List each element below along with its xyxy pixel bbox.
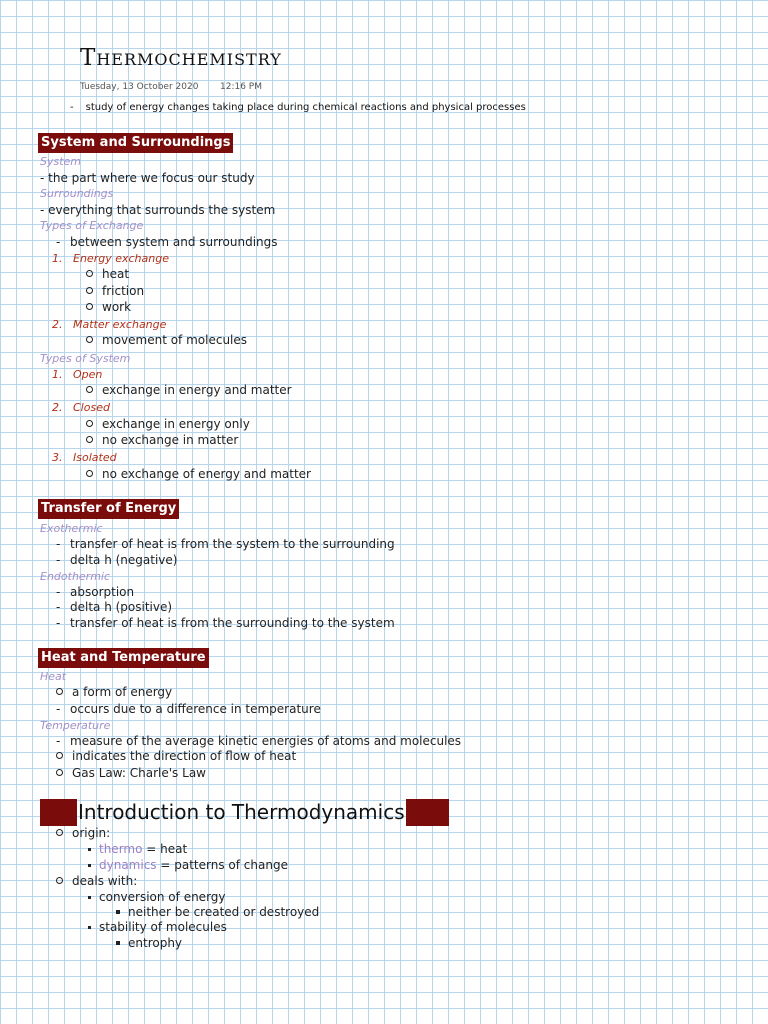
heading-heat-temperature: Heat and Temperature	[38, 648, 209, 668]
list-item: indicates the direction of flow of heat	[56, 749, 296, 763]
label-exothermic: Exothermic	[40, 522, 103, 535]
surroundings-definition: - everything that surrounds the system	[40, 203, 276, 217]
bullet-circle-icon	[86, 303, 93, 310]
list-item: - measure of the average kinetic energies of atoms and molecules	[56, 734, 462, 748]
bullet-circle-icon	[56, 688, 63, 695]
numbered-open: 1. Open	[52, 368, 103, 381]
bullet-square-icon	[88, 896, 91, 899]
bullet-circle-icon	[56, 829, 63, 836]
list-item: - delta h (negative)	[56, 553, 178, 567]
label-heat: Heat	[40, 670, 67, 683]
list-item: - occurs due to a difference in temperature	[56, 702, 321, 716]
label-surroundings: Surroundings	[40, 187, 114, 200]
label-endothermic: Endothermic	[40, 570, 111, 583]
intro-line: - study of energy changes taking place during chemical reactions and physical processes	[70, 102, 526, 113]
page-title: Thermochemistry	[80, 45, 282, 71]
bullet-square-icon	[88, 926, 91, 929]
numbered-matter-exchange: 2. Matter exchange	[52, 318, 167, 331]
heading-block-left	[40, 799, 77, 826]
heading-intro-thermodynamics: Introduction to Thermodynamics	[40, 799, 449, 826]
intro-text: study of energy changes taking place during chemical reactions and physical processes	[85, 102, 526, 113]
label-system: System	[40, 155, 82, 168]
label-types-exchange: Types of Exchange	[40, 219, 144, 232]
list-item: deals with:	[56, 874, 137, 888]
bullet-circle-icon	[86, 287, 93, 294]
list-item: friction	[86, 284, 144, 298]
list-item: - transfer of heat is from the surrounding to the system	[56, 616, 395, 630]
bullet-circle-icon	[86, 386, 93, 393]
list-item: - between system and surroundings	[56, 235, 278, 249]
page-time: 12:16 PM	[220, 82, 262, 92]
list-item: conversion of energy	[88, 890, 226, 904]
page-date: Tuesday, 13 October 2020	[80, 82, 199, 92]
list-item: no exchange in matter	[86, 433, 238, 447]
bullet-circle-icon	[56, 877, 63, 884]
bullet-circle-icon	[56, 752, 63, 759]
bullet-square-icon	[88, 864, 91, 867]
bullet-square-icon	[116, 910, 120, 914]
list-item: thermo = heat	[88, 842, 187, 856]
list-item: origin:	[56, 826, 110, 840]
list-item: no exchange of energy and matter	[86, 467, 311, 481]
list-item: - delta h (positive)	[56, 600, 173, 614]
numbered-isolated: 3. Isolated	[52, 451, 117, 464]
list-item: exchange in energy and matter	[86, 383, 292, 397]
bullet-circle-icon	[86, 470, 93, 477]
heading-block-right	[406, 799, 449, 826]
list-item: dynamics = patterns of change	[88, 858, 288, 872]
bullet-circle-icon	[86, 270, 93, 277]
bullet-circle-icon	[86, 436, 93, 443]
list-item: heat	[86, 267, 129, 281]
bullet-square-icon	[116, 941, 120, 945]
bullet-circle-icon	[56, 769, 63, 776]
list-item: - absorption	[56, 585, 135, 599]
numbered-energy-exchange: 1. Energy exchange	[52, 252, 169, 265]
list-item: exchange in energy only	[86, 417, 250, 431]
bullet-circle-icon	[86, 336, 93, 343]
heading-system-surroundings: System and Surroundings	[38, 133, 233, 153]
label-temperature: Temperature	[40, 719, 111, 732]
bullet-circle-icon	[86, 420, 93, 427]
system-definition: - the part where we focus our study	[40, 171, 255, 185]
list-item: a form of energy	[56, 685, 172, 699]
list-item: stability of molecules	[88, 920, 227, 934]
bullet-square-icon	[88, 848, 91, 851]
heading-transfer-energy: Transfer of Energy	[38, 499, 179, 519]
list-item: work	[86, 300, 131, 314]
numbered-closed: 2. Closed	[52, 401, 110, 414]
label-types-system: Types of System	[40, 352, 131, 365]
list-item: Gas Law: Charle's Law	[56, 766, 206, 780]
list-item: - transfer of heat is from the system to the surrounding	[56, 537, 395, 551]
list-item: movement of molecules	[86, 333, 247, 347]
list-item: neither be created or destroyed	[116, 905, 319, 919]
list-item: entrophy	[116, 936, 182, 950]
